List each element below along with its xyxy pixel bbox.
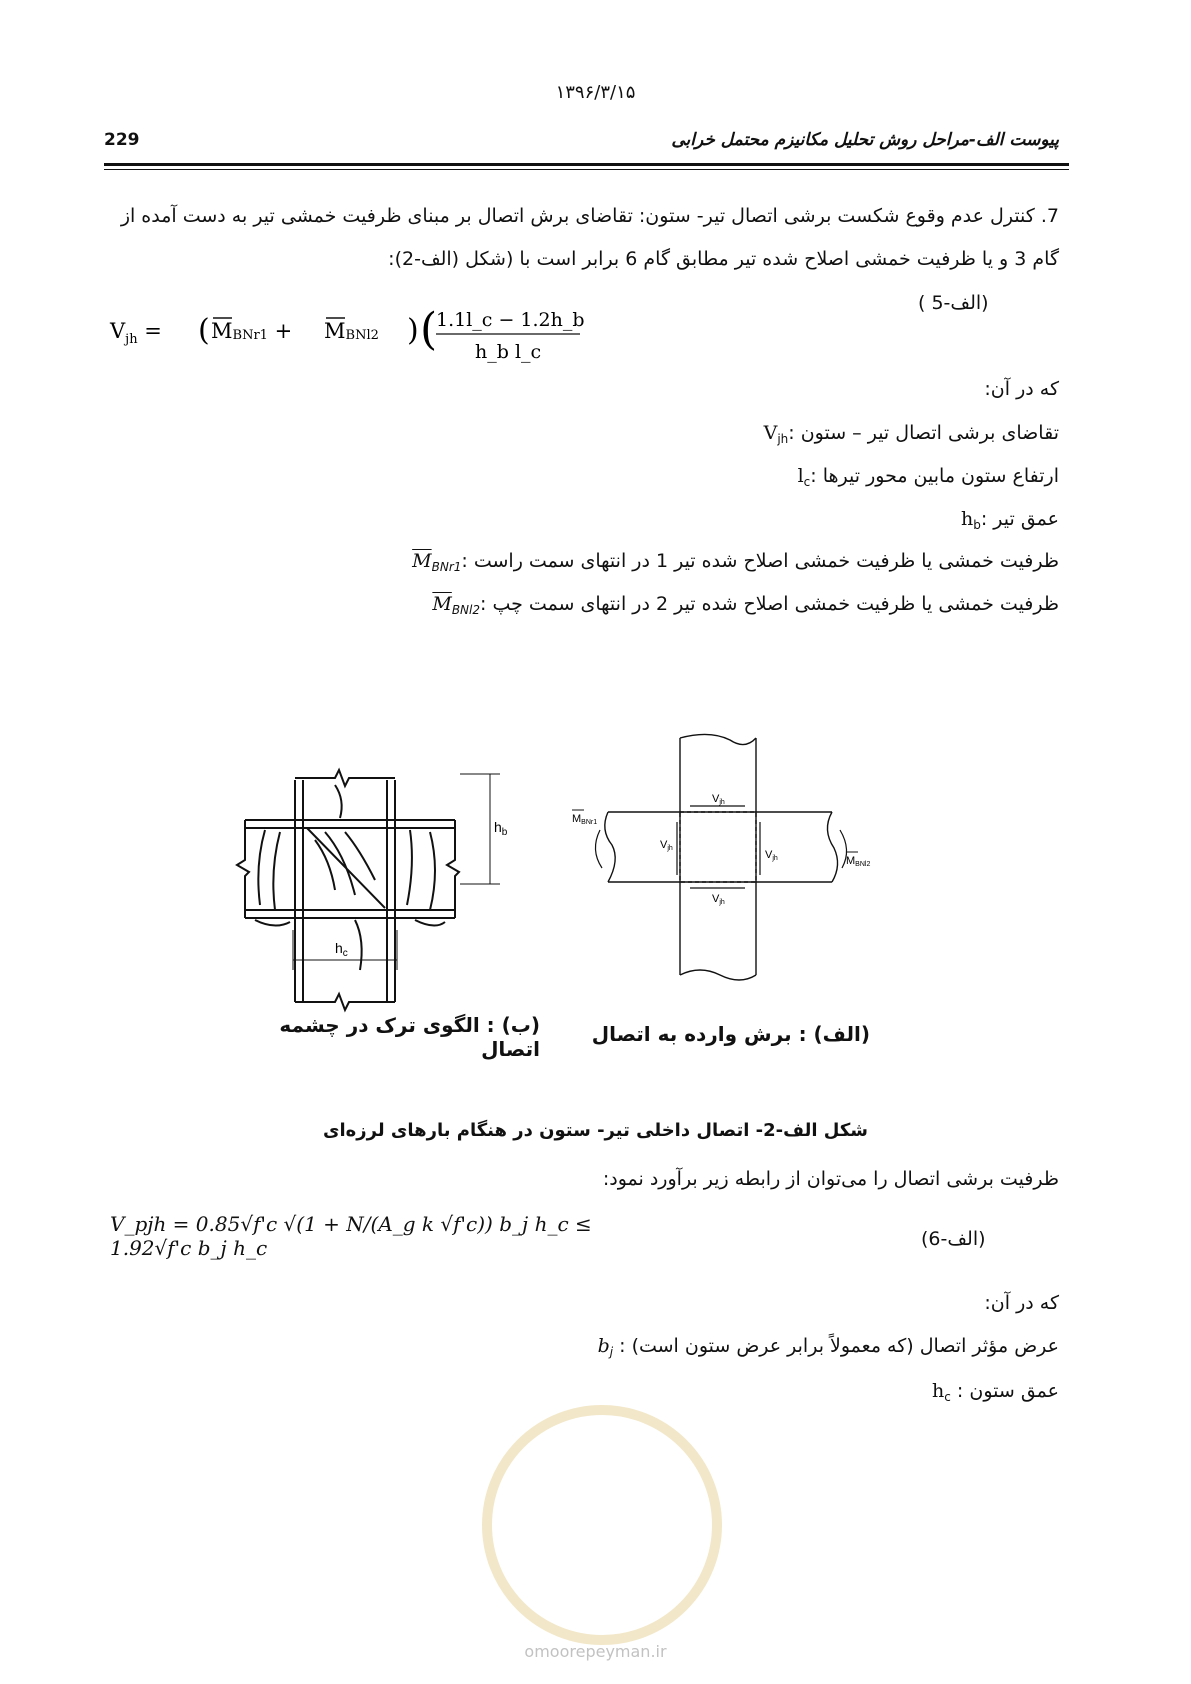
def-hc [932, 1380, 1059, 1404]
def-hb [961, 508, 1059, 532]
running-title: پیوست الف-مراحل روش تحلیل مکانیزم محتمل خرابی [671, 130, 1059, 150]
svg-text:): ) [407, 313, 419, 348]
svg-text:MBNl2: MBNl2 [846, 855, 871, 868]
fig-v-top: V [712, 793, 720, 805]
fig-m-left: M [572, 813, 582, 825]
eq5-lhs: V [110, 319, 126, 343]
fig-hc-label: h [335, 940, 343, 956]
fig-hc-sub: c [342, 948, 348, 959]
def-symbol-sub: jh [777, 432, 789, 446]
def-symbol-sub: BNl2 [451, 603, 481, 617]
def-symbol: l [797, 465, 804, 487]
def-mbnr1 [412, 550, 1059, 574]
eq5-m2: M [324, 319, 346, 343]
equation-a6-number: (الف-6) [921, 1228, 986, 1250]
equation-a5 [110, 298, 585, 368]
def-symbol: h [932, 1380, 945, 1402]
def-text: : عمق تیر [980, 508, 1059, 530]
header-rule-thin [104, 169, 1069, 170]
where-label-1: که در آن: [984, 378, 1059, 400]
eq5-numerator: 1.1l_c − 1.2h_b [436, 309, 585, 331]
def-mbnl2 [432, 593, 1059, 617]
def-text: : ظرفیت خمشی یا ظرفیت خمشی اصلاح شده تیر 2 در انتهای سمت چپ [480, 593, 1059, 615]
def-lc [798, 465, 1059, 489]
def-symbol-sub: c [944, 1390, 951, 1404]
where-label-2: که در آن: [984, 1292, 1059, 1314]
def-symbol-sub: j [609, 1345, 614, 1359]
svg-text:MBNl2 [324, 319, 379, 343]
fig-v-bottom: V [712, 893, 720, 905]
def-symbol-sub: BNr1 [431, 560, 462, 574]
svg-text:(: ( [420, 304, 438, 355]
fig-v-right: V [765, 849, 773, 861]
document-date: ۱۳۹۶/۳/۱۵ [555, 82, 636, 103]
def-symbol: M [412, 550, 432, 572]
fig-m-right: M [846, 855, 856, 867]
svg-text:Vjh: Vjh [712, 893, 725, 906]
figure-title: شکل الف-2- اتصال داخلی تیر- ستون در هنگام بارهای لرزه‌ای [322, 1120, 868, 1141]
def-symbol-sub: b [973, 518, 981, 532]
def-vjh [764, 422, 1059, 446]
svg-text:hb [494, 819, 508, 838]
svg-text:(: ( [198, 313, 210, 348]
svg-text:Vjh: Vjh [712, 793, 725, 806]
def-symbol: b [597, 1335, 610, 1357]
watermark-url: omoorepeyman.ir [524, 1642, 667, 1661]
def-text: : ظرفیت خمشی یا ظرفیت خمشی اصلاح شده تیر 1 در انتهای سمت راست [461, 550, 1059, 572]
def-symbol: V [763, 422, 778, 444]
fig-hb-label: h [494, 819, 502, 835]
caption-b: (ب) : الگوی ترک در چشمه اتصال [279, 1013, 540, 1061]
def-symbol: M [432, 593, 452, 615]
capacity-intro: ظرفیت برشی اتصال را می‌توان از رابطه زیر برآورد نمود: [602, 1168, 1059, 1190]
def-text: : عرض مؤثر اتصال (که معمولاً برابر عرض ستون است) [613, 1335, 1059, 1357]
equation-a5-svg [110, 298, 585, 368]
svg-text:Vjh =: $V_{jh}$ = [110, 319, 162, 347]
figure-joint-shear [560, 730, 880, 990]
section7-line1: 7. کنترل عدم وقوع شکست برشی اتصال تیر- ستون: تقاضای برش اتصال بر مبنای ظرفیت خمشی تیر به دست آمده از [120, 205, 1059, 227]
section7-line2: گام 3 و یا ظرفیت خمشی اصلاح شده تیر مطابق گام 6 برابر است با (شکل (الف-2): [388, 248, 1059, 270]
def-text: : ارتفاع ستون مابین محور تیرها [810, 465, 1059, 487]
equation-a5-number: (الف-5 ) [918, 292, 989, 314]
def-text: : عمق ستون [950, 1380, 1059, 1402]
page-number: 229 [104, 130, 140, 150]
def-symbol: h [960, 508, 974, 530]
svg-text:Vjh: Vjh [660, 839, 673, 852]
fig-hb-sub: b [501, 827, 508, 838]
svg-text:MBNr1: MBNr1 [572, 813, 598, 826]
caption-a: (الف) : برش وارده به اتصال [591, 1022, 870, 1046]
eq5-m1: M [211, 319, 233, 343]
svg-text:MBNr1 +: MBNr1 + [211, 319, 293, 343]
watermark-seal [482, 1405, 722, 1645]
eq5-denominator: h_b l_c [475, 341, 542, 363]
header-rule-thick [104, 163, 1069, 166]
eq5-m1-sub: BNr1 [232, 328, 268, 343]
fig-v-left: V [660, 839, 668, 851]
def-symbol-sub: c [803, 475, 811, 489]
svg-text:hc [335, 940, 348, 959]
def-text: : تقاضای برشی اتصال تیر – ستون [788, 422, 1059, 444]
def-bj [598, 1335, 1059, 1359]
equation-a6: V_pjh = 0.85√f'c √(1 + N/(A_g k √f'c)) b_j h_c ≤ 1.92√f'c b_j h_c [110, 1212, 592, 1260]
svg-text:Vjh: Vjh [765, 849, 778, 862]
eq5-m2-sub: BNl2 [345, 328, 379, 343]
eq5-lhs-sub: jh [125, 332, 138, 347]
